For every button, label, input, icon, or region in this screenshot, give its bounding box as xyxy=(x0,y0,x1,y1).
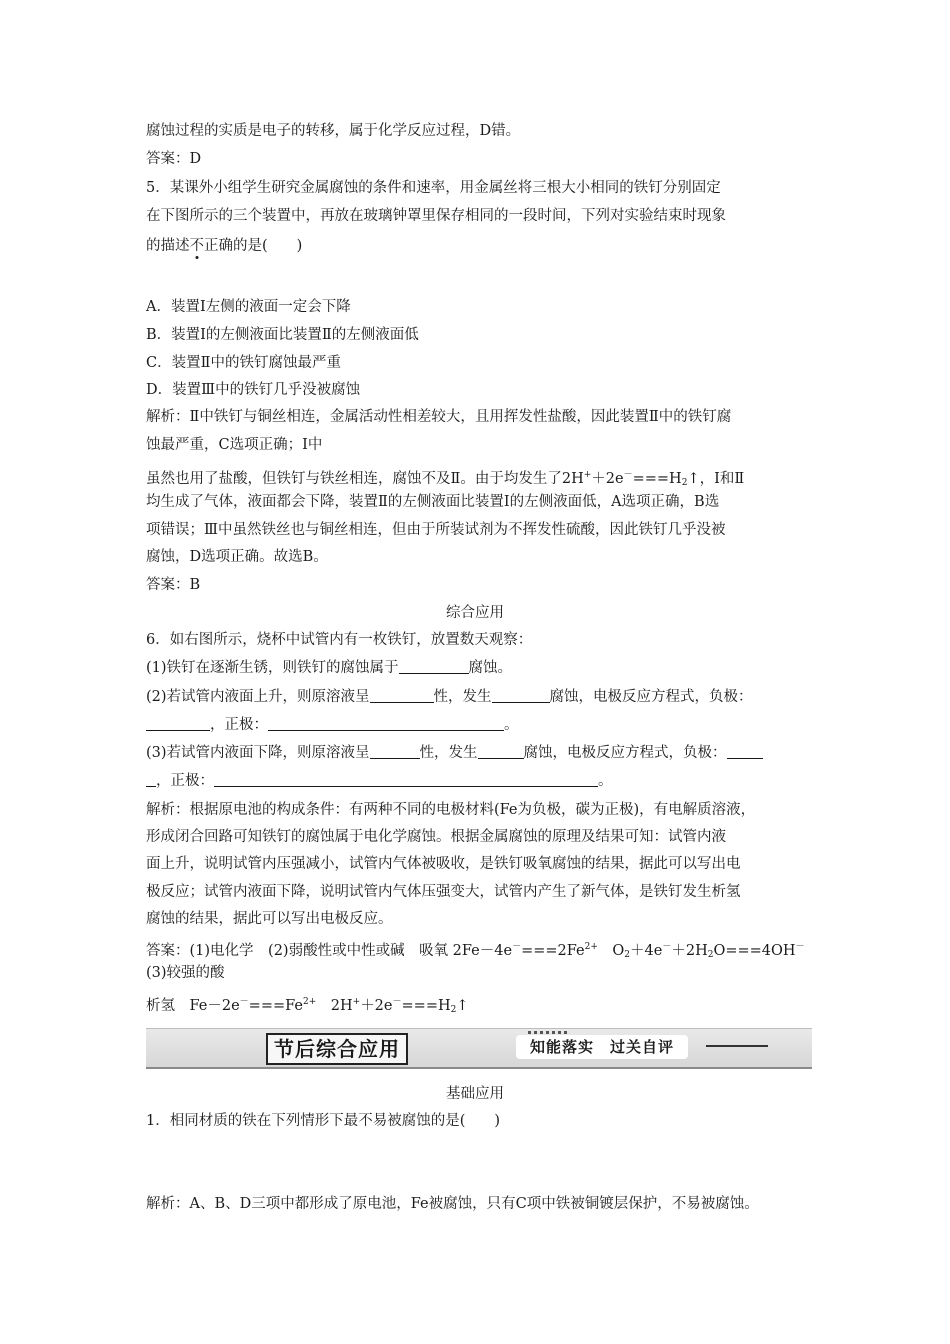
q6-part2-cont: ，正极： 。 xyxy=(146,714,519,736)
answer-blank[interactable] xyxy=(370,687,434,703)
answer-blank[interactable] xyxy=(146,715,210,731)
q5-analysis-line3: 虽然也用了盐酸，但铁钉与铁丝相连，腐蚀不及Ⅱ。由于均发生了$2H^++2e^-===H_2↑$，Ⅰ和Ⅱ xyxy=(146,470,745,488)
answer-blank[interactable] xyxy=(492,687,550,703)
emphasis-dot: 不 xyxy=(189,238,204,254)
answer-blank[interactable] xyxy=(399,658,469,674)
answer-blank[interactable] xyxy=(370,743,420,759)
q6-part2: (2)若试管内液面上升，则原溶液呈 性，发生 腐蚀，电极反应方程式，负极： xyxy=(146,689,753,705)
answer-blank[interactable] xyxy=(268,715,504,731)
q5-stem-line2: 在下图所示的三个装置中，再放在玻璃钟罩里保存相同的一段时间，下列对实验结束时现象 xyxy=(146,208,726,224)
b1-stem: 1．相同材质的铁在下列情形下最不易被腐蚀的是( ) xyxy=(146,1113,501,1129)
q6-part3-cont: ，正极： 。 xyxy=(146,770,613,792)
q6-analysis-line2: 形成闭合回路可知铁钉的腐蚀属于电化学腐蚀。根据金属腐蚀的原理及结果可知：试管内液 xyxy=(146,829,726,845)
q6-answer-line2: (3)较强的酸 xyxy=(146,965,225,981)
banner-subtitle: 知能落实 过关自评 xyxy=(516,1035,688,1059)
q6-answer-line3: 析氢 $Fe-2e^-===Fe^{2+}$ $2H^++2e^-===H_2↑$ xyxy=(146,997,469,1015)
b1-analysis: 解析：A、B、D三项中都形成了原电池，Fe被腐蚀，只有C项中铁被铜镀层保护，不易被腐蚀。 xyxy=(146,1196,759,1212)
answer-blank[interactable] xyxy=(478,743,524,759)
q5-stem-line1: 5．某课外小组学生研究金属腐蚀的条件和速率，用金属丝将三根大小相同的铁钉分别固定 xyxy=(146,180,721,196)
q6-analysis-line1: 解析：根据原电池的构成条件：有两种不同的电极材料(Fe为负极，碳为正极)，有电解质溶液， xyxy=(146,802,756,818)
answer-blank[interactable] xyxy=(146,771,156,787)
q6-part3: (3)若试管内液面下降，则原溶液呈 性，发生 腐蚀，电极反应方程式，负极： xyxy=(146,742,763,764)
q6-answer-line1: 答案：(1)电化学 (2)弱酸性或中性或碱 吸氧 $2Fe-4e^-===2Fe^{2+}$ $O_2+4e^-+2H_2O===4OH^-$ xyxy=(146,942,805,960)
section-heading-basic: 基础应用 xyxy=(446,1086,504,1102)
answer-blank[interactable] xyxy=(214,771,598,787)
q5-option-a: A．装置Ⅰ左侧的液面一定会下降 xyxy=(146,299,351,315)
q5-analysis-line2: 蚀最严重，C选项正确；Ⅰ中 xyxy=(146,437,323,453)
q4-analysis-tail: 腐蚀过程的实质是电子的转移，属于化学反应过程，D错。 xyxy=(146,123,521,139)
q5-answer: 答案：B xyxy=(146,577,201,593)
q5-option-d: D．装置Ⅲ中的铁钉几乎没被腐蚀 xyxy=(146,382,361,398)
q5-analysis-line6: 腐蚀，D选项正确。故选B。 xyxy=(146,549,328,565)
answer-blank[interactable] xyxy=(727,743,763,759)
q6-part1: (1)铁钉在逐渐生锈，则铁钉的腐蚀属于 腐蚀。 xyxy=(146,660,513,676)
q5-analysis-line5: 项错误；Ⅲ中虽然铁丝也与铜丝相连，但由于所装试剂为不挥发性硫酸，因此铁钉几乎没被 xyxy=(146,522,726,538)
q5-analysis-line1: 解析：Ⅱ中铁钉与铜丝相连，金属活动性相差较大，且用挥发性盐酸，因此装置Ⅱ中的铁钉腐 xyxy=(146,409,732,425)
banner-title: 节后综合应用 xyxy=(266,1033,408,1065)
section-heading-comprehensive: 综合应用 xyxy=(446,605,504,621)
q6-analysis-line3: 面上升，说明试管内压强减小，试管内气体被吸收，是铁钉吸氧腐蚀的结果，据此可以写出电 xyxy=(146,856,741,872)
banner-line-decoration xyxy=(706,1045,768,1047)
q5-stem-line3: 的描述不正确的是( ) xyxy=(146,238,303,254)
q5-analysis-line4: 均生成了气体，液面都会下降，装置Ⅱ的左侧液面比装置Ⅰ的左侧液面低，A选项正确，B选 xyxy=(146,494,720,510)
q5-option-b: B．装置Ⅰ的左侧液面比装置Ⅱ的左侧液面低 xyxy=(146,327,419,343)
q6-analysis-line5: 腐蚀的结果，据此可以写出电极反应。 xyxy=(146,911,393,927)
banner-dots-decoration xyxy=(528,1031,568,1034)
q6-analysis-line4: 极反应；试管内液面下降，说明试管内气体压强变大，试管内产生了新气体，是铁钉发生析氢 xyxy=(146,884,741,900)
q4-answer: 答案：D xyxy=(146,151,202,167)
section-banner xyxy=(146,1028,812,1069)
q6-stem: 6．如右图所示，烧杯中试管内有一枚铁钉，放置数天观察： xyxy=(146,632,533,648)
q5-option-c: C．装置Ⅱ中的铁钉腐蚀最严重 xyxy=(146,355,341,371)
